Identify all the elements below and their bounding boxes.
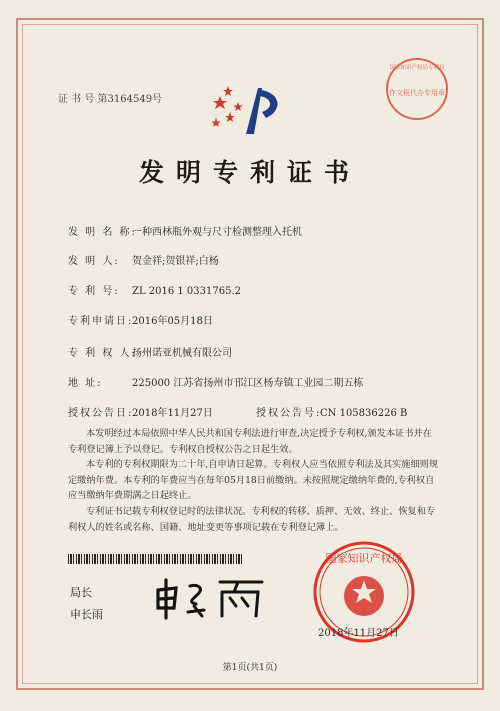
cnipa-logo-icon — [210, 82, 288, 138]
field-label: 地 址: — [68, 378, 103, 389]
field-patent-number — [68, 282, 241, 297]
field-value: 贺金祥;贺银祥;白杨 — [132, 256, 219, 267]
field-label: 授权公告号: — [256, 408, 322, 419]
field-value: 一种西林瓶外观与尺寸检测整理入托机 — [132, 227, 302, 238]
agency-stamp-middle-text: 作文税代办专用章 — [389, 88, 445, 97]
certificate-title: 发明专利证书 — [138, 158, 361, 187]
field-patentee — [68, 344, 232, 359]
field-label: 发 明 人: — [68, 256, 120, 267]
agency-stamp-ring-text: 国家知识产权局专利局 — [389, 65, 445, 71]
field-invention-name — [68, 223, 302, 238]
field-value: 225000 江苏省扬州市邗江区杨寿镇工业园二期五栋 — [132, 378, 364, 389]
field-value: 2018年11月27日 — [132, 408, 213, 419]
field-label: 专 利 权 人: — [68, 348, 137, 359]
field-grant-date — [68, 404, 213, 419]
field-value: 扬州诺亚机械有限公司 — [132, 348, 232, 359]
handwritten-signature — [150, 572, 270, 620]
field-value: CN 105836226 B — [320, 408, 408, 419]
director-title: 局长 — [70, 586, 92, 599]
field-address — [68, 374, 363, 389]
seal-text: 国家知识产权局 — [325, 552, 403, 565]
field-inventors — [68, 252, 219, 267]
paragraph-grant-notice: 本发明经过本局依照中华人民共和国专利法进行审查,决定授予专利权,颁发本证书并在专利登记簿上予以登记。专利权自授权公告之日起生效。 — [68, 428, 432, 455]
field-value: ZL 2016 1 0331765.2 — [132, 286, 242, 297]
field-value: 2016年05月18日 — [132, 316, 213, 327]
field-filing-date — [68, 312, 213, 327]
director-name: 申长雨 — [70, 608, 103, 621]
paragraph-term-fees: 本专利的专利权期限为二十年,自申请日起算。专利权人应当依照专利法及其实施细则规定缴纳年费。本专利的年费应当在每年05月18日前缴纳。未按照规定缴纳年费的,专利权自应当缴纳年费期满之日起终止。 — [68, 459, 439, 501]
field-grant-number — [256, 404, 407, 419]
agency-stamp — [386, 58, 448, 120]
barcode — [68, 554, 242, 564]
field-label: 发 明 名 称: — [68, 227, 137, 238]
page-number: 第1页(共1页) — [222, 663, 278, 673]
certificate-number: 证 书 号 第3164549号 — [58, 94, 163, 105]
field-label: 授权公告日: — [68, 408, 134, 419]
field-label: 专 利 号: — [68, 286, 120, 297]
seal-date: 2018年11月27日 — [318, 628, 399, 639]
paragraph-legal-status: 专利证书记载专利权登记时的法律状况。专利权的转移、质押、无效、终止、恢复和专利权人的姓名或名称、国籍、地址变更等事项记载在专利登记簿上。 — [68, 506, 436, 533]
field-label: 专利申请日: — [68, 316, 134, 327]
